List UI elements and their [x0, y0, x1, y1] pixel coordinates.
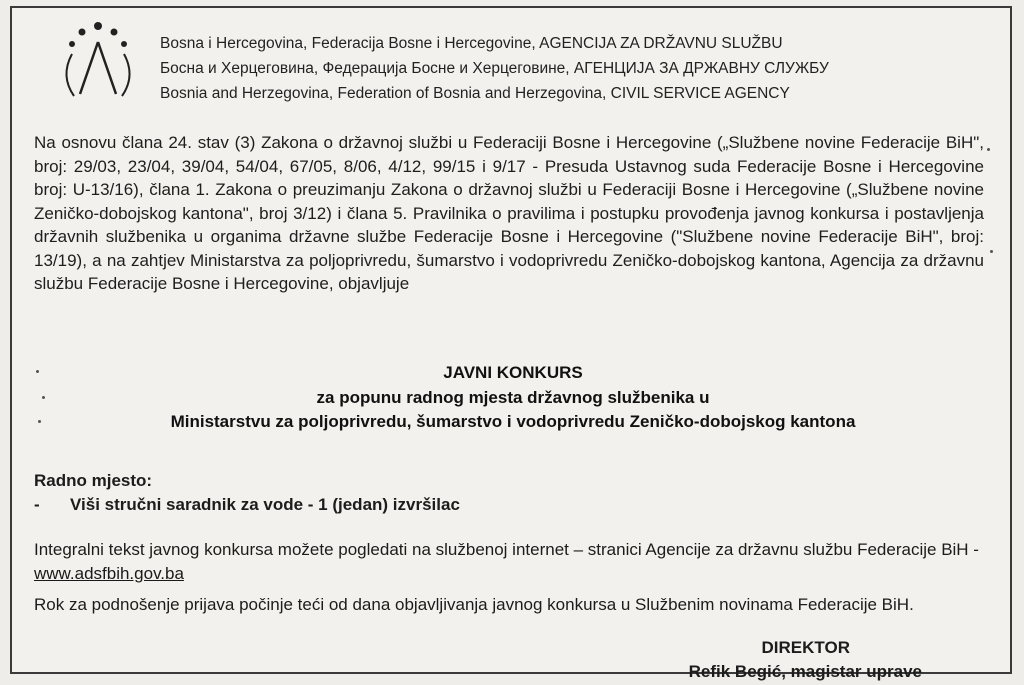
announcement-title: JAVNI KONKURS: [443, 363, 583, 382]
ministry-name: Ministarstvu za poljoprivredu, šumarstvo i vodoprivredu Zeničko-dobojskog kantona: [170, 412, 856, 431]
print-speck: [987, 148, 990, 151]
print-speck: [990, 250, 993, 253]
list-dash: -: [34, 495, 40, 514]
integral-text-paragraph: [34, 538, 984, 586]
header-line-english: Bosnia and Herzegovina, Federation of Bosnia and Herzegovina, CIVIL SERVICE AGENCY: [160, 85, 790, 102]
announcement-subtitle: za popunu radnog mjesta državnog službenika u: [316, 388, 710, 407]
print-speck: [36, 370, 39, 373]
position-heading: Radno mjesto:: [34, 471, 153, 490]
announcement-frame: [10, 6, 1012, 681]
header-line-cyrillic: Босна и Херцеговина, Федерација Босне и Херцеговине, АГЕНЦИЈА ЗА ДРЖАВНУ СЛУЖБУ: [160, 60, 829, 77]
integral-text: Integralni tekst javnog konkursa možete pogledati na službenoj internet – stranici Agencije za državnu službu Federacije BiH -: [34, 540, 979, 559]
print-speck: [38, 420, 41, 423]
print-speck: [42, 396, 45, 399]
agency-website-link[interactable]: www.adsfbih.gov.ba: [34, 564, 184, 583]
signature-name: Refik Begić, magistar uprave: [688, 662, 922, 681]
deadline-paragraph: Rok za podnošenje prijava počinje teći od dana objavljivanja javnog konkursa u Službenim novinama Federacije BiH.: [34, 595, 914, 614]
position-title: Viši stručni saradnik za vode - 1 (jedan) izvršilac: [70, 495, 460, 514]
legal-basis-paragraph: Na osnovu člana 24. stav (3) Zakona o državnoj službi u Federaciji Bosne i Hercegovine („Službene novine Federacije BiH", broj: 29/03, 23/04, 39/04, 54/04, 67/05, 8/06, 4/12, 99/15 i 9/17 - Presuda Ustavnog suda Federacije Bosne i Hercegovine broj: U-13/16), člana 1. Zakona o preuzimanju Zakona o državnoj službi u Federaciji Bosne i Hercegovine („Službene novine Zeničko-dobojskog kantona", broj 3/12) i člana 5. Pravilnika o pravilima i postupku provođenja javnog konkursa i postavljenja državnih službenika u organima državne službe Federacije Bosne i Hercegovine ("Službene novine Federacije BiH", broj: 13/19), a na zahtjev Ministarstva za poljoprivredu, šumarstvo i vodoprivredu Zeničko-dobojskog kantona, Agencija za državnu službu Federacije Bosne i Hercegovine, objavljuje: [34, 133, 984, 293]
signature-role: DIREKTOR: [761, 638, 850, 657]
header-line-bosnian: Bosna i Hercegovina, Federacija Bosne i Hercegovine, AGENCIJA ZA DRŽAVNU SLUŽBU: [160, 35, 783, 52]
position-item: [34, 495, 460, 515]
agency-logo-icon: [52, 20, 144, 104]
